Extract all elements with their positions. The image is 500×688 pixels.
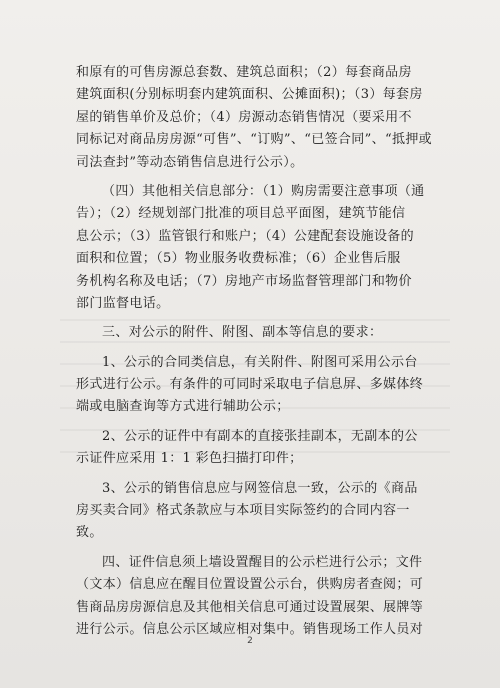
section-heading: 三、对公示的附件、附图、副本等信息的要求： (102, 325, 383, 341)
text-line: 建筑面积(分别标明套内建筑面积、公摊面积)；（3）每套房 (76, 87, 423, 103)
text-line: 同标记对商品房房源“可售”、“订购”、“已签合同”、“抵押或 (76, 132, 433, 148)
text-line: 端或电脑查询等方式进行辅助公示； (76, 399, 290, 415)
text-line: 致。 (76, 525, 103, 541)
text-line: 告）；（2）经规划部门批准的项目总平面图，建筑节能信 (76, 206, 406, 222)
text-line: 房买卖合同》格式条款应与本项目实际签约的合同内容一 (76, 503, 410, 519)
text-line: （文本）信息应在醒目位置设置公示台，供购房者查阅；可 (76, 577, 424, 593)
text-line: 进行公示。信息公示区域应相对集中。销售现场工作人员对 (76, 621, 424, 637)
text-line: （四）其他相关信息部分：（1）购房需要注意事项（通 (102, 183, 425, 199)
document-body (76, 62, 438, 641)
section-heading-three (76, 322, 438, 344)
text-line: 2、公示的证件中有副本的直接张挂副本，无副本的公 (102, 428, 418, 444)
paragraph-item-2 (76, 426, 438, 471)
page-number: 2 (247, 636, 253, 646)
text-line: 1、公示的合同类信息，有关附件、附图可采用公示台 (102, 354, 418, 370)
text-line: 司法查封”等动态销售信息进行公示）。 (76, 154, 304, 170)
text-line: 和原有的可售房源总套数、建筑总面积；（2）每套商品房 (76, 65, 412, 80)
text-line: 屋的销售单价及总价；（4）房源动态销售情况（要采用不 (76, 109, 412, 125)
text-line: 务机构名称及电话；（7）房地产市场监督管理部门和物价 (76, 273, 412, 289)
paragraph-item-1 (76, 352, 438, 419)
text-line: 息公示；（3）监管银行和账户；（4）公建配套设施设备的 (76, 228, 414, 244)
text-line: 四、证件信息须上墙设置醒目的公示栏进行公示；文件 (102, 554, 423, 570)
text-line: 3、公示的销售信息应与网签信息一致，公示的《商品 (102, 480, 418, 496)
text-line: 示证件应采用 1：1 彩色扫描打印件； (76, 451, 303, 467)
paragraph-section-four (76, 552, 438, 642)
text-line: 形式进行公示。有条件的可同时采取电子信息屏、多媒体终 (76, 377, 424, 393)
text-line: 售商品房房源信息及其他相关信息可通过设置展架、展牌等 (76, 599, 424, 615)
paragraph-other-info (76, 181, 438, 315)
paragraph-sales-info (76, 62, 438, 174)
text-line: 部门监督电话。 (76, 295, 170, 311)
text-line: 面积和位置；（5）物业服务收费标准；（6）企业售后服 (76, 251, 401, 267)
paragraph-item-3 (76, 478, 438, 545)
